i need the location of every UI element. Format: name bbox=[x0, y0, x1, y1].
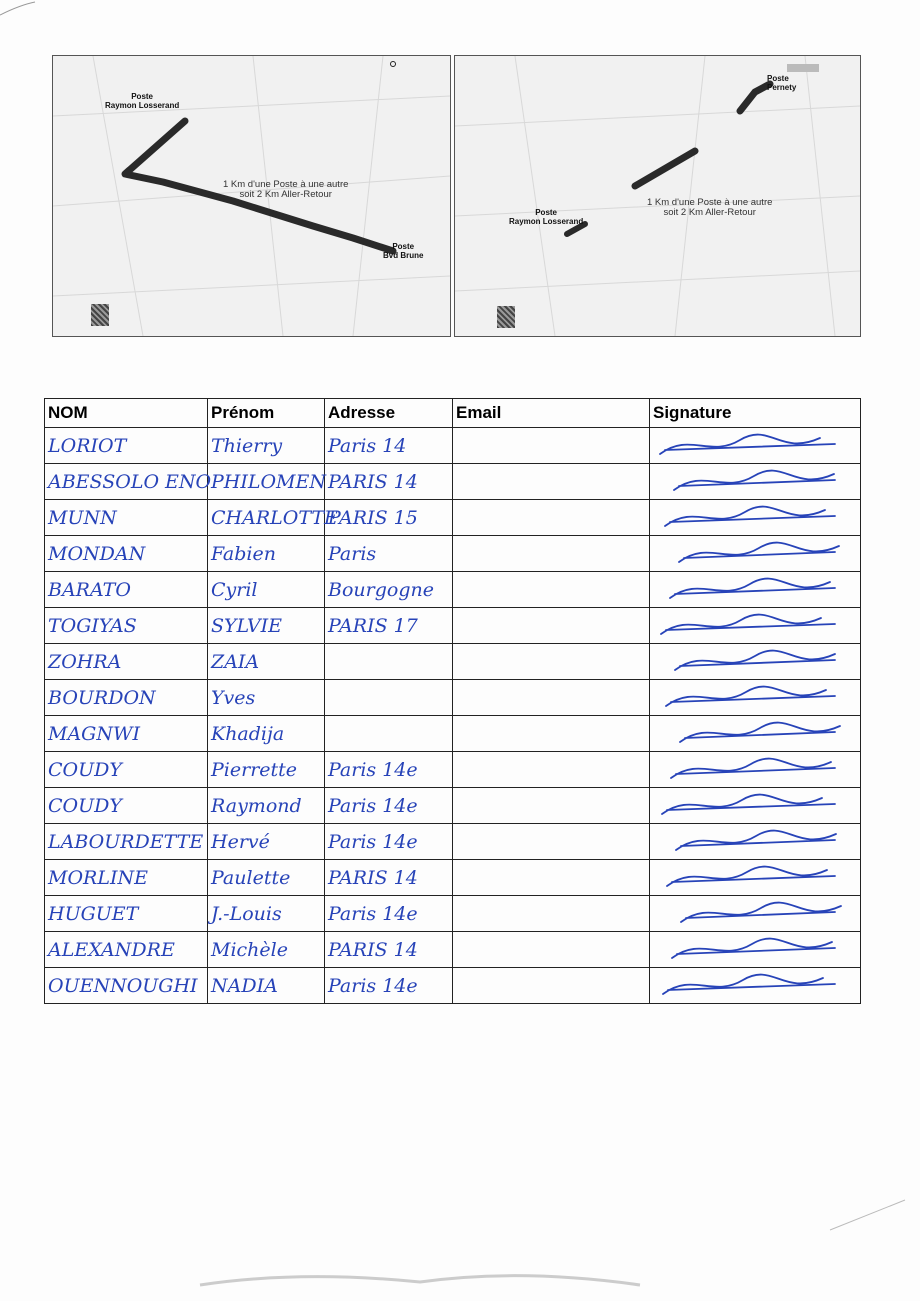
cell-prenom: SYLVIE bbox=[208, 608, 325, 644]
cell-nom: BARATO bbox=[45, 572, 208, 608]
cell-email bbox=[453, 860, 650, 896]
cell-prenom: Hervé bbox=[208, 824, 325, 860]
handwritten-signature bbox=[650, 572, 855, 607]
table-row bbox=[45, 860, 861, 896]
cell-email bbox=[453, 680, 650, 716]
handwritten-signature bbox=[650, 860, 855, 895]
cell-nom: TOGIYAS bbox=[45, 608, 208, 644]
cell-adresse: Paris 14e bbox=[325, 824, 453, 860]
cell-email bbox=[453, 788, 650, 824]
cell-prenom: J.-Louis bbox=[208, 896, 325, 932]
cell-signature bbox=[650, 572, 861, 608]
table-row bbox=[45, 716, 861, 752]
cell-adresse: Paris 14 bbox=[325, 428, 453, 464]
cell-prenom: Khadija bbox=[208, 716, 325, 752]
cell-email bbox=[453, 536, 650, 572]
cell-email bbox=[453, 968, 650, 1004]
cell-prenom: Yves bbox=[208, 680, 325, 716]
handwritten-signature bbox=[650, 932, 855, 967]
cell-prenom: Thierry bbox=[208, 428, 325, 464]
cell-adresse: PARIS 17 bbox=[325, 608, 453, 644]
cell-adresse bbox=[325, 644, 453, 680]
table-row bbox=[45, 896, 861, 932]
table-row bbox=[45, 788, 861, 824]
cell-email bbox=[453, 608, 650, 644]
header-signature: Signature bbox=[650, 399, 861, 428]
cell-signature bbox=[650, 536, 861, 572]
handwritten-signature bbox=[650, 608, 855, 643]
cell-prenom: NADIA bbox=[208, 968, 325, 1004]
cell-signature bbox=[650, 752, 861, 788]
cell-nom: OUENNOUGHI bbox=[45, 968, 208, 1004]
handwritten-signature bbox=[650, 968, 855, 1003]
map-1-start-label: Poste Raymon Losserand bbox=[105, 92, 180, 110]
cell-adresse: Bourgogne bbox=[325, 572, 453, 608]
handwritten-signature bbox=[650, 716, 855, 751]
cell-email bbox=[453, 500, 650, 536]
cell-email bbox=[453, 716, 650, 752]
map-2-distance-note: 1 Km d'une Poste à une autre soit 2 Km Aller-Retour bbox=[647, 197, 773, 218]
route-map-1 bbox=[52, 55, 451, 337]
cell-prenom: Michèle bbox=[208, 932, 325, 968]
handwritten-signature bbox=[650, 428, 855, 463]
cell-signature bbox=[650, 932, 861, 968]
header-prenom: Prénom bbox=[208, 399, 325, 428]
table-row bbox=[45, 752, 861, 788]
cell-signature bbox=[650, 968, 861, 1004]
table-row bbox=[45, 572, 861, 608]
cell-signature bbox=[650, 896, 861, 932]
map-2-route-segment-2 bbox=[635, 151, 695, 186]
cell-email bbox=[453, 824, 650, 860]
cell-nom: MAGNWI bbox=[45, 716, 208, 752]
cell-signature bbox=[650, 500, 861, 536]
table-row bbox=[45, 968, 861, 1004]
cell-adresse: Paris bbox=[325, 536, 453, 572]
map-1-satellite-thumbnail bbox=[91, 304, 109, 326]
cell-adresse: PARIS 14 bbox=[325, 932, 453, 968]
handwritten-signature bbox=[650, 644, 855, 679]
cell-adresse: PARIS 14 bbox=[325, 464, 453, 500]
table-body bbox=[45, 428, 861, 1004]
route-map-2 bbox=[454, 55, 861, 337]
cell-adresse bbox=[325, 680, 453, 716]
cell-nom: COUDY bbox=[45, 752, 208, 788]
signature-sheet-table bbox=[44, 398, 861, 1004]
cell-signature bbox=[650, 644, 861, 680]
cell-signature bbox=[650, 860, 861, 896]
cell-signature bbox=[650, 464, 861, 500]
cell-adresse: Paris 14e bbox=[325, 788, 453, 824]
table-row bbox=[45, 932, 861, 968]
table-row bbox=[45, 680, 861, 716]
cell-email bbox=[453, 644, 650, 680]
cell-adresse: Paris 14e bbox=[325, 752, 453, 788]
handwritten-signature bbox=[650, 680, 855, 715]
cell-nom: COUDY bbox=[45, 788, 208, 824]
cell-nom: LABOURDETTE bbox=[45, 824, 208, 860]
cell-adresse bbox=[325, 716, 453, 752]
cell-prenom: Fabien bbox=[208, 536, 325, 572]
map-2-route-segment-1 bbox=[740, 84, 770, 111]
cell-prenom: ZAIA bbox=[208, 644, 325, 680]
cell-email bbox=[453, 464, 650, 500]
map-2-start-label: Poste Pernety bbox=[767, 74, 797, 92]
handwritten-signature bbox=[650, 464, 855, 499]
cell-email bbox=[453, 896, 650, 932]
cell-email bbox=[453, 428, 650, 464]
handwritten-signature bbox=[650, 824, 855, 859]
table-header-row bbox=[45, 399, 861, 428]
table-row bbox=[45, 464, 861, 500]
cell-nom: HUGUET bbox=[45, 896, 208, 932]
cell-email bbox=[453, 572, 650, 608]
map-1-distance-note: 1 Km d'une Poste à une autre soit 2 Km Aller-Retour bbox=[223, 179, 349, 200]
cell-signature bbox=[650, 824, 861, 860]
cell-signature bbox=[650, 428, 861, 464]
cell-nom: BOURDON bbox=[45, 680, 208, 716]
handwritten-signature bbox=[650, 752, 855, 787]
header-nom: NOM bbox=[45, 399, 208, 428]
handwritten-signature bbox=[650, 896, 855, 931]
table-row bbox=[45, 500, 861, 536]
cell-prenom: PHILOMEN bbox=[208, 464, 325, 500]
cell-prenom: CHARLOTTE bbox=[208, 500, 325, 536]
cell-signature bbox=[650, 608, 861, 644]
cell-nom: ZOHRA bbox=[45, 644, 208, 680]
handwritten-signature bbox=[650, 500, 855, 535]
cell-prenom: Paulette bbox=[208, 860, 325, 896]
table-row bbox=[45, 608, 861, 644]
cell-adresse: PARIS 14 bbox=[325, 860, 453, 896]
cell-signature bbox=[650, 716, 861, 752]
cell-nom: MONDAN bbox=[45, 536, 208, 572]
map-2-satellite-thumbnail bbox=[497, 306, 515, 328]
cell-nom: ABESSOLO ENO bbox=[45, 464, 208, 500]
cell-email bbox=[453, 752, 650, 788]
table-row bbox=[45, 644, 861, 680]
cell-adresse: Paris 14e bbox=[325, 968, 453, 1004]
handwritten-signature bbox=[650, 536, 855, 571]
cell-prenom: Cyril bbox=[208, 572, 325, 608]
cell-email bbox=[453, 932, 650, 968]
header-email: Email bbox=[453, 399, 650, 428]
table-row bbox=[45, 824, 861, 860]
handwritten-signature bbox=[650, 788, 855, 823]
map-1-end-label: Poste Bvd Brune bbox=[383, 242, 424, 260]
cell-adresse: Paris 14e bbox=[325, 896, 453, 932]
cell-nom: LORIOT bbox=[45, 428, 208, 464]
cell-prenom: Pierrette bbox=[208, 752, 325, 788]
cell-prenom: Raymond bbox=[208, 788, 325, 824]
cell-signature bbox=[650, 788, 861, 824]
cell-nom: ALEXANDRE bbox=[45, 932, 208, 968]
cell-nom: MUNN bbox=[45, 500, 208, 536]
map-2-end-label: Poste Raymon Losserand bbox=[509, 208, 584, 226]
table-row bbox=[45, 428, 861, 464]
map-2-background bbox=[455, 56, 860, 336]
cell-signature bbox=[650, 680, 861, 716]
cell-nom: MORLINE bbox=[45, 860, 208, 896]
header-adresse: Adresse bbox=[325, 399, 453, 428]
table-row bbox=[45, 536, 861, 572]
cell-adresse: PARIS 15 bbox=[325, 500, 453, 536]
